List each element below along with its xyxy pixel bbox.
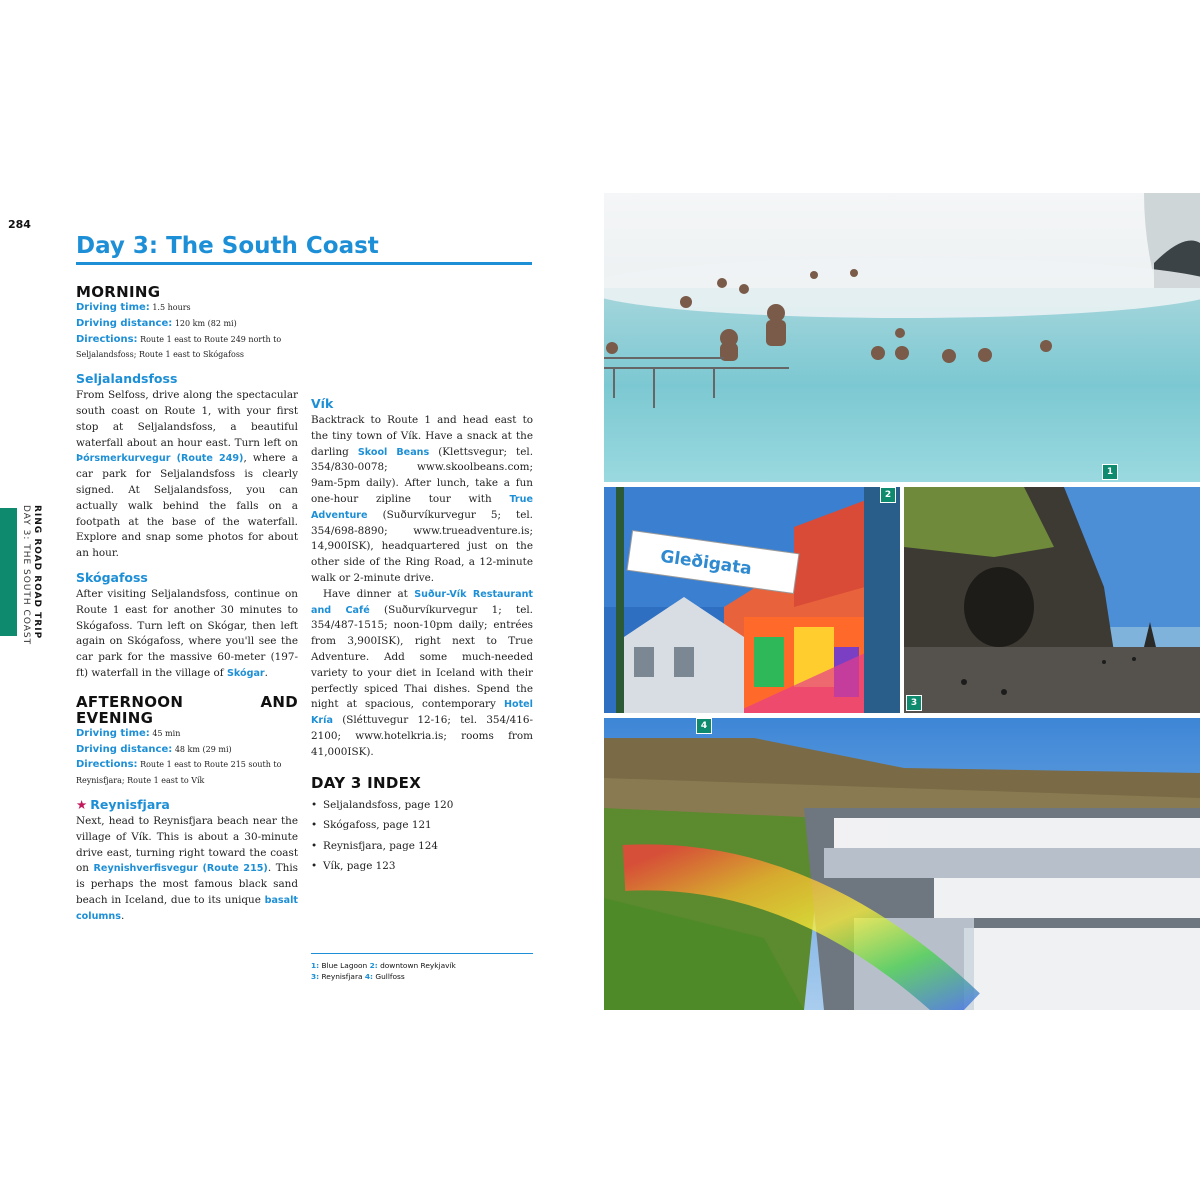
running-header-section: RING ROAD ROAD TRIP [32, 505, 42, 640]
list-item: • Vík, page 123 [311, 856, 533, 877]
index-list [311, 795, 533, 877]
caption-num-2: 2: [369, 961, 378, 970]
seljalandsfoss-text [76, 388, 298, 562]
afternoon-heading: AFTERNOON AND EVENING [76, 692, 298, 727]
street-sign-text: Gleðigata [659, 546, 754, 580]
caption-num-1: 1: [311, 961, 320, 970]
column-left [76, 284, 298, 925]
running-header [20, 505, 42, 645]
list-item: • Seljalandsfoss, page 120 [311, 795, 533, 816]
driving-distance-value: 48 km (29 mi) [174, 744, 232, 754]
reynisfjara-text-a: Next, head to Reynisfjara beach near the village of Vík. This is about a 30-minute drive east, turning right toward the coast on [76, 814, 298, 875]
reynisfjara-text-b: . This is perhaps the most famous black sand beach in Iceland, due to its unique [76, 862, 298, 906]
skogafoss-text-a: After visiting Seljalandsfoss, continue on Route 1 east for another 30 minutes to Skógafoss. Turn left on Skógar, then left again on Skógafoss, where you'll see the car park for the massive 60-meter (197-ft) waterfall in the village of [76, 587, 298, 679]
directions-value: Route 1 east to Route 249 north to Seljalandsfoss; Route 1 east to Skógafoss [76, 334, 282, 360]
photo-reynisfjara [904, 487, 1200, 713]
caption-text-1: Blue Lagoon [321, 961, 368, 970]
reynisfjara-text [76, 814, 298, 925]
vik-p2-a: Have dinner at [323, 587, 408, 600]
driving-time-value: 1.5 hours [152, 303, 191, 312]
driving-time-value: 45 min [152, 728, 181, 738]
seljalandsfoss-text-b: , where a car park for Seljalandsfoss is clearly signed. At Seljalandsfoss, you can actually walk behind the falls on a footpath at the base of the waterfall. Explore and snap some photos for about an hour. [76, 452, 298, 560]
vik-p2-b: (Suðurvíkurvegur 1; tel. 354/487-1515; noon-10pm daily; entrées from 3,900ISK), right next to True Adventure. Add some much-needed variety to your diet in Iceland with their perfectly spiced Thai dishes. Spend the night at spacious, contemporary [311, 603, 533, 711]
page-number: 284 [8, 218, 31, 231]
index-heading: DAY 3 INDEX [311, 773, 422, 792]
vik-paragraph-1 [311, 413, 533, 587]
photo-downtown-reykjavik [604, 487, 900, 713]
running-header-chapter: DAY 3: THE SOUTH COAST [21, 505, 31, 646]
sudur-vik-link: Suður-Vík Restaurant and Café [311, 588, 533, 616]
photo-number-badge: 2 [880, 487, 896, 503]
photo-caption [311, 953, 533, 982]
driving-distance-label: Driving distance: [76, 743, 173, 755]
true-adventure-link: True Adventure [311, 493, 533, 521]
morning-heading: MORNING [76, 283, 161, 301]
star-icon: ★ [76, 796, 88, 812]
driving-distance-value: 120 km (82 mi) [174, 318, 237, 328]
hotel-kria-link: Hotel Kría [311, 699, 533, 727]
vik-p1-a: Backtrack to Route 1 and head east to the tiny town of Vík. Have a snack at the darling [311, 414, 533, 458]
photo-number-badge: 1 [1102, 464, 1118, 480]
reynisfjara-text-c: . [120, 909, 125, 922]
seljalandsfoss-text-a: From Selfoss, drive along the spectacular south coast on Route 1, with your first stop at Seljalandsfoss, a beautiful waterfall about an hour east. Turn left on [76, 389, 298, 449]
skogafoss-text-b: . [264, 666, 268, 679]
reynisfjara-heading-text: Reynisfjara [90, 796, 170, 812]
caption-text-3: Reynisfjara [321, 972, 363, 981]
driving-time-label: Driving time: [76, 302, 150, 313]
skool-beans-link: Skool Beans [357, 446, 430, 458]
skogar-link: Skógar [226, 667, 265, 679]
skogafoss-heading: Skógafoss [76, 569, 148, 585]
caption-num-3: 3: [311, 972, 320, 981]
list-item: • Reynisfjara, page 124 [311, 836, 533, 857]
basalt-columns-link: basalt columns [76, 894, 298, 922]
vik-p1-c: (Suðurvíkurvegur 5; tel. 354/698-8890; www.trueadventure.is; 14,900ISK), headquartered just on the other side of the Ring Road, a 12-minute walk or 2-minute drive. [311, 508, 533, 584]
caption-num-4: 4: [364, 972, 374, 981]
caption-text-4: Gullfoss [375, 972, 405, 981]
driving-time-label: Driving time: [76, 727, 150, 739]
caption-text-2: downtown Reykjavík [380, 961, 456, 970]
vik-paragraph-2 [311, 587, 533, 761]
afternoon-driving-info [76, 726, 298, 789]
route-249-link: Þórsmerkurvegur (Route 249) [76, 453, 244, 465]
directions-label: Directions: [76, 759, 138, 771]
column-right [311, 396, 533, 877]
skogafoss-text [76, 587, 298, 682]
reynisfjara-heading [76, 797, 298, 813]
driving-distance-label: Driving distance: [76, 317, 173, 329]
morning-driving-info [76, 300, 298, 363]
vik-p2-c: (Sléttuvegur 12-16; tel. 354/416-2100; www.hotelkria.is; rooms from 41,000ISK). [311, 714, 533, 758]
photo-gullfoss [604, 718, 1200, 1010]
photo-number-badge: 4 [696, 718, 712, 734]
route-215-link: Reynishverfisvegur (Route 215) [93, 863, 268, 875]
photo-blue-lagoon [604, 193, 1200, 482]
vik-heading: Vík [311, 396, 334, 411]
list-item: • Skógafoss, page 121 [311, 815, 533, 836]
photo-number-badge: 3 [906, 695, 922, 711]
page-title: Day 3: The South Coast [76, 233, 532, 265]
directions-value: Route 1 east to Route 215 south to Reynisfjara; Route 1 east to Vík [76, 760, 282, 786]
directions-label: Directions: [76, 333, 138, 345]
seljalandsfoss-heading: Seljalandsfoss [76, 371, 178, 387]
vik-p1-b: (Klettsvegur; tel. 354/830-0078; www.skoolbeans.com; 9am-5pm daily). After lunch, take a fun one-hour zipline tour with [311, 445, 533, 505]
section-tab [0, 508, 17, 636]
